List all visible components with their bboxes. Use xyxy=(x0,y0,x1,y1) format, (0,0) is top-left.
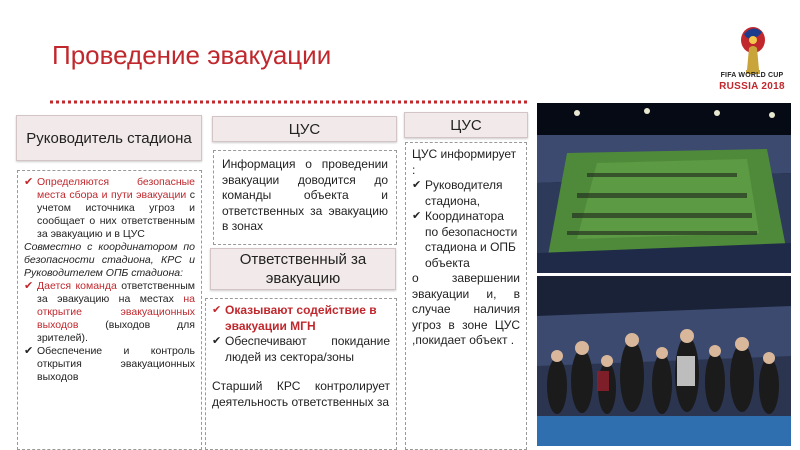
check-icon: ✔ xyxy=(212,304,222,316)
header-cus-right: ЦУС xyxy=(404,112,528,138)
list-item xyxy=(24,280,195,345)
list-item-text: Обеспечивают покидание людей из сектора/зоны xyxy=(225,334,390,364)
page-title: Проведение эвакуации xyxy=(52,40,332,70)
list-item-text: Обеспечение и контроль открытия эвакуационных выходов xyxy=(37,345,195,383)
check-icon: ✔ xyxy=(412,210,422,222)
check-icon: ✔ xyxy=(24,176,34,188)
director-actions-box xyxy=(17,170,202,450)
check-icon: ✔ xyxy=(24,280,34,292)
dotted-divider xyxy=(50,98,530,106)
list-item-text: Определяются безопасные места сбора и пути эвакуации xyxy=(37,176,195,201)
list-item-text: Руководителя стадиона, xyxy=(425,178,503,208)
list-item xyxy=(212,334,390,365)
list-item xyxy=(212,303,390,334)
list-item-text: ответственным за эвакуацию на местах xyxy=(37,280,195,305)
senior-note: Старший КРС контролирует деятельность ответственных за xyxy=(212,379,390,409)
check-icon: ✔ xyxy=(412,179,422,191)
cus-intro: ЦУС информирует : xyxy=(412,147,517,177)
list-item xyxy=(24,345,195,384)
logo-line2: RUSSIA 2018 xyxy=(719,81,785,92)
list-item-text: Дается команда xyxy=(37,280,117,292)
cus-info-text: Информация о проведении эвакуации доводится до команды объекта и ответственных за эвакуацию в зонах xyxy=(222,157,388,233)
list-item-text: Оказывают содействие в эвакуации МГН xyxy=(225,303,377,333)
stadium-field-photo xyxy=(537,103,791,273)
header-cus-mid: ЦУС xyxy=(212,116,397,142)
list-item-text: Координатора по безопасности стадиона и ОПБ объекта xyxy=(425,209,518,270)
list-item-text: с учетом источника угроз и сообщает о них ответственным за эвакуацию и в ЦУС xyxy=(37,189,195,240)
cus-rest-text: о завершении эвакуации и, в случае наличия угроз в зоне ЦУС ,покидает объект . xyxy=(412,271,520,347)
list-item xyxy=(24,176,195,241)
cus-inform-box xyxy=(405,142,527,450)
check-icon: ✔ xyxy=(212,335,222,347)
header-responsible: Ответственный за эвакуацию xyxy=(210,248,396,290)
list-item xyxy=(412,209,520,271)
header-director: Руководитель стадиона xyxy=(16,115,202,161)
list-item-text: (выходов для зрителей). xyxy=(37,319,195,344)
responsible-actions-box xyxy=(205,298,397,450)
crowd-evacuation-photo xyxy=(537,276,791,446)
logo-line1: FIFA WORLD CUP xyxy=(720,72,784,79)
italic-note: Совместно с координатором по безопасности стадиона, КРС и Руководителем ОПБ стадиона: xyxy=(24,241,195,279)
check-icon: ✔ xyxy=(24,345,34,357)
list-item-text: на открытие эвакуационных выходов xyxy=(37,293,195,331)
cus-info-box xyxy=(213,150,397,245)
list-item xyxy=(412,178,520,209)
